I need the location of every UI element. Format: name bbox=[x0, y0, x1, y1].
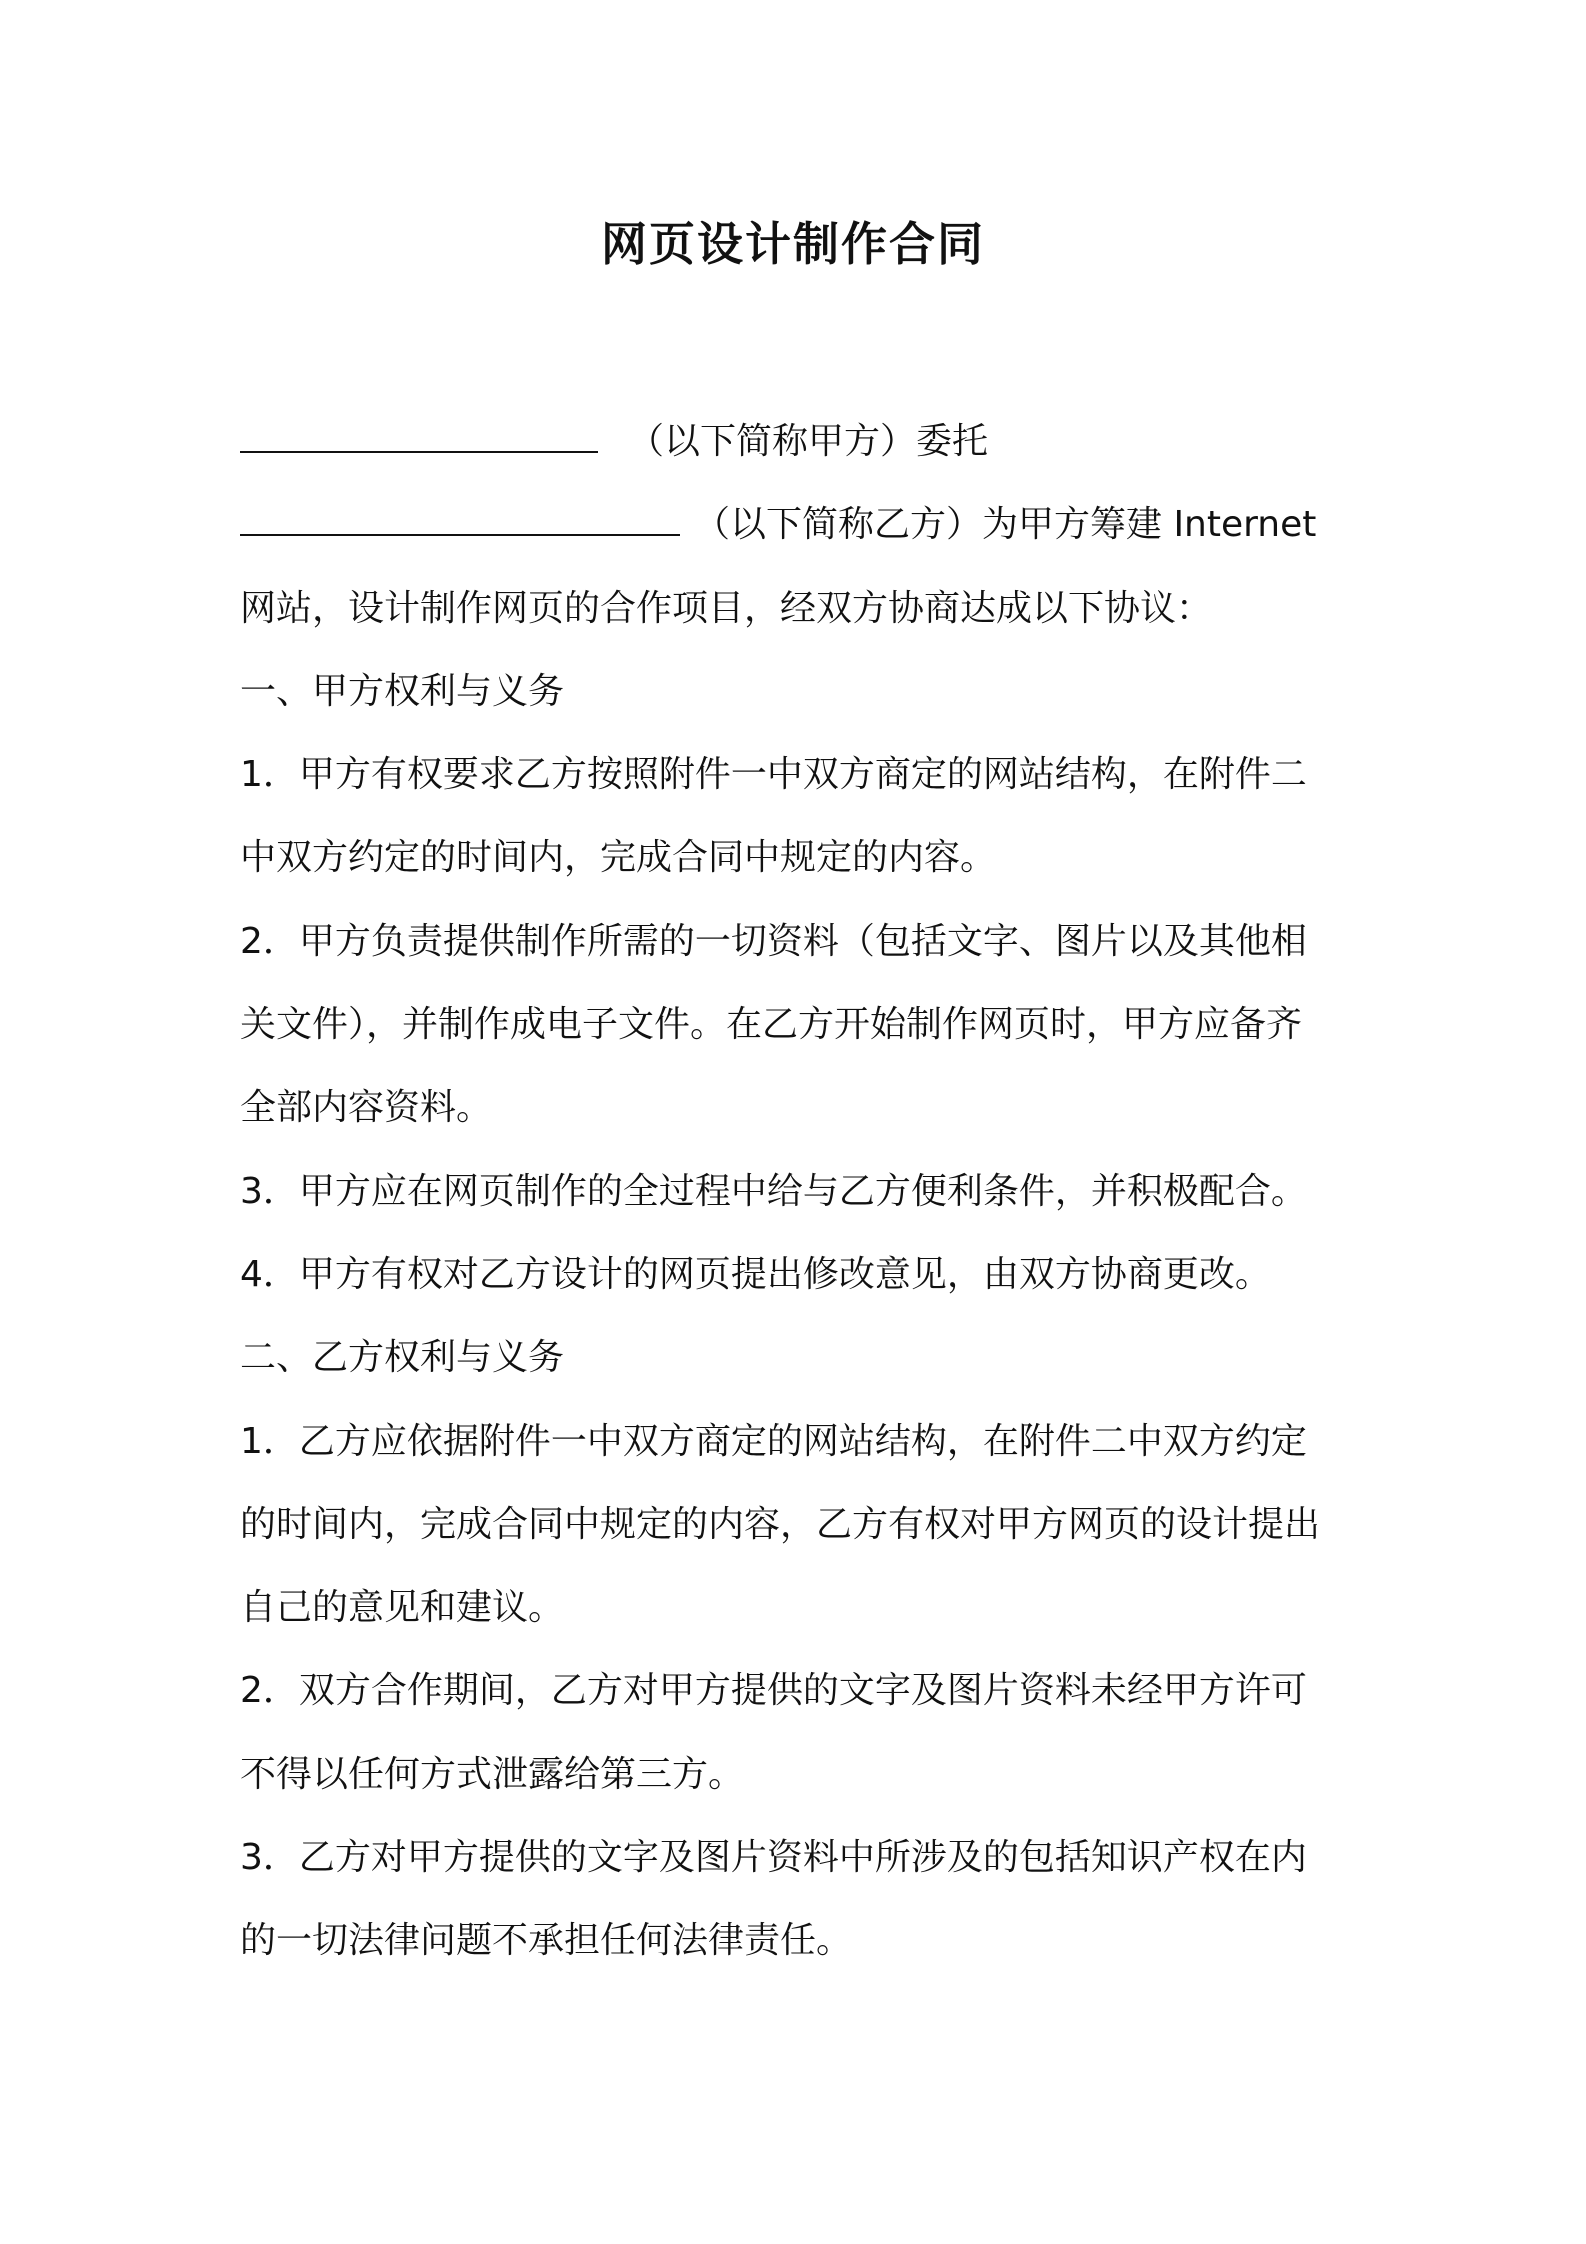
section-1-item-2-line-1: 2．甲方负责提供制作所需的一切资料（包括文字、图片以及其他相 bbox=[240, 920, 1307, 962]
section-1-item-3-line-1: 3．甲方应在网页制作的全过程中给与乙方便利条件，并积极配合。 bbox=[240, 1170, 1307, 1212]
section-1-item-1-line-1: 1．甲方有权要求乙方按照附件一中双方商定的网站结构，在附件二 bbox=[240, 754, 1307, 796]
section-1-item-2-line-3: 全部内容资料。 bbox=[240, 1087, 493, 1129]
section-2-item-2-line-2: 不得以任何方式泄露给第三方。 bbox=[240, 1753, 745, 1795]
intro-line-3: 网站，设计制作网页的合作项目，经双方协商达成以下协议： bbox=[240, 587, 1213, 629]
section-2-item-1-line-2: 的时间内，完成合同中规定的内容，乙方有权对甲方网页的设计提出 bbox=[240, 1503, 1321, 1545]
intro-line-2 bbox=[240, 483, 1360, 566]
intro-line-2-text: （以下简称乙方）为甲方筹建 Internet bbox=[694, 504, 1317, 546]
document-title: 网页设计制作合同 bbox=[601, 217, 985, 271]
section-2-item-1-line-1: 1．乙方应依据附件一中双方商定的网站结构，在附件二中双方约定 bbox=[240, 1420, 1307, 1462]
party-b-blank bbox=[240, 506, 680, 536]
section-2-item-1-line-3: 自己的意见和建议。 bbox=[240, 1587, 565, 1629]
section-2-item-2-line-1: 2．双方合作期间，乙方对甲方提供的文字及图片资料未经甲方许可 bbox=[240, 1670, 1307, 1712]
document-body bbox=[240, 400, 1360, 1983]
intro-line-1 bbox=[240, 400, 1360, 483]
intro-line-1-text: （以下简称甲方）委托 bbox=[628, 421, 989, 462]
section-2-heading: 二、乙方权利与义务 bbox=[240, 1337, 565, 1379]
section-2-item-3-line-2: 的一切法律问题不承担任何法律责任。 bbox=[240, 1920, 853, 1962]
section-1-item-4-line-1: 4．甲方有权对乙方设计的网页提出修改意见，由双方协商更改。 bbox=[240, 1253, 1271, 1295]
party-a-blank bbox=[240, 423, 598, 453]
section-1-heading: 一、甲方权利与义务 bbox=[240, 670, 565, 712]
section-1-item-1-line-2: 中双方约定的时间内，完成合同中规定的内容。 bbox=[240, 837, 997, 879]
section-2-item-3-line-1: 3．乙方对甲方提供的文字及图片资料中所涉及的包括知识产权在内 bbox=[240, 1837, 1307, 1879]
section-1-item-2-line-2: 关文件），并制作成电子文件。在乙方开始制作网页时，甲方应备齐 bbox=[240, 1004, 1303, 1046]
